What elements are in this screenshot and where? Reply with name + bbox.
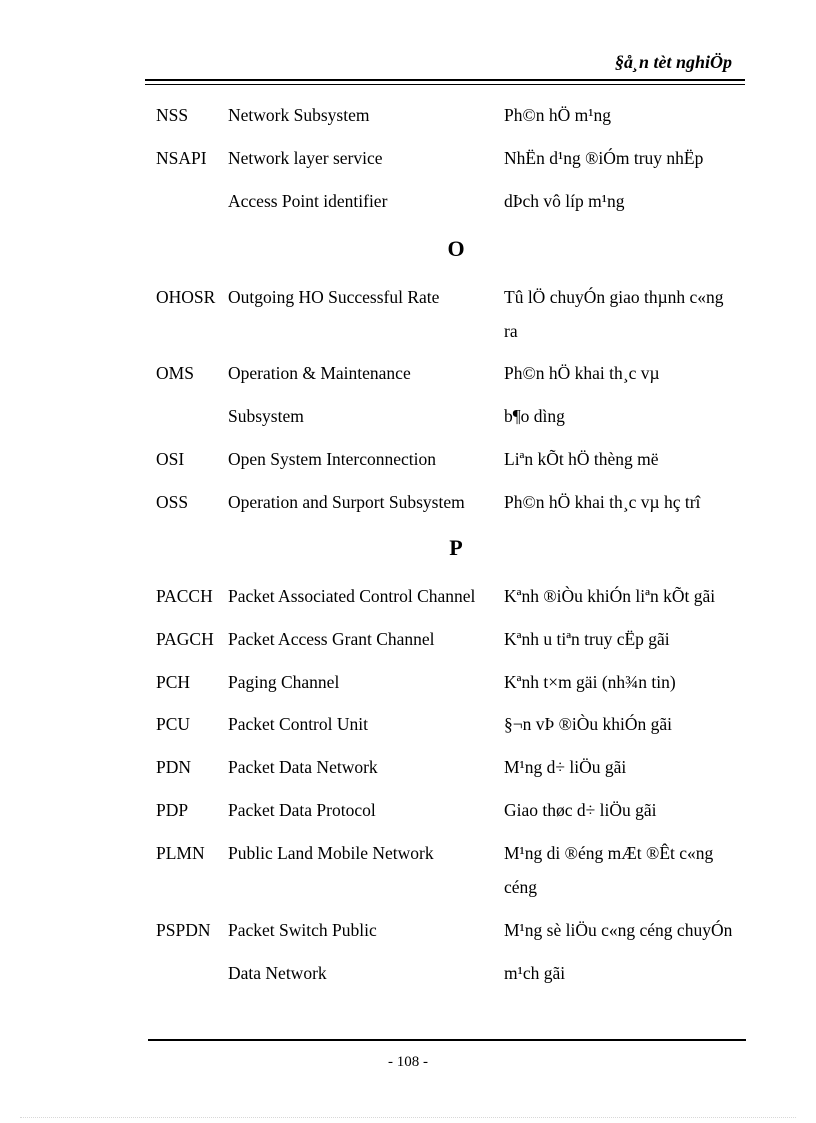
- entry-vietnamese-line2: céng: [504, 877, 538, 897]
- entry-abbreviation: OSI: [156, 449, 185, 469]
- entry-english: Network layer service: [228, 148, 383, 168]
- entry-abbreviation: OHOSR: [156, 287, 216, 307]
- entry-english-line2: Subsystem: [228, 406, 304, 426]
- entry-vietnamese-line2: m¹ch gãi: [504, 963, 566, 983]
- entry-vietnamese: M¹ng d÷ liÖu gãi: [504, 757, 627, 777]
- page-number: - 108 -: [388, 1054, 428, 1070]
- entry-vietnamese: Kªnh ®iÒu khiÓn liªn kÕt gãi: [504, 586, 716, 606]
- entry-vietnamese: Kªnh u tiªn truy cËp gãi: [504, 629, 670, 649]
- entry-english-line2: Data Network: [228, 963, 327, 983]
- entry-abbreviation: PAGCH: [156, 629, 214, 649]
- footer-rule: [148, 1039, 746, 1041]
- entry-english: Packet Control Unit: [228, 714, 368, 734]
- entry-english: Outgoing HO Successful Rate: [228, 287, 440, 307]
- entry-vietnamese: Ph©n hÖ khai th¸c vµ hç trî: [504, 492, 701, 512]
- entry-vietnamese: Giao thøc d÷ liÖu gãi: [504, 800, 657, 820]
- entry-vietnamese: Liªn kÕt hÖ thèng më: [504, 449, 659, 469]
- entry-vietnamese: Ph©n hÖ khai th¸c vµ: [504, 363, 660, 383]
- entry-english: Public Land Mobile Network: [228, 843, 434, 863]
- entry-abbreviation: PSPDN: [156, 920, 211, 940]
- entry-english: Operation & Maintenance: [228, 363, 411, 383]
- entry-vietnamese: M¹ng di ®éng mÆt ®Êt c«ng: [504, 843, 714, 863]
- page-edge-divider: [20, 1117, 796, 1118]
- entry-english: Open System Interconnection: [228, 449, 437, 469]
- entry-abbreviation: OMS: [156, 363, 194, 383]
- entry-english: Network Subsystem: [228, 105, 370, 125]
- entry-abbreviation: PDP: [156, 800, 189, 820]
- entry-english: Packet Associated Control Channel: [228, 586, 476, 606]
- entry-abbreviation: PCH: [156, 672, 191, 692]
- entry-english: Paging Channel: [228, 672, 340, 692]
- entry-abbreviation: PDN: [156, 757, 192, 777]
- entry-vietnamese-line2: ra: [504, 321, 518, 341]
- entry-abbreviation: PACCH: [156, 586, 213, 606]
- section-letter: O: [447, 236, 465, 261]
- entry-english: Operation and Surport Subsystem: [228, 492, 465, 512]
- entry-vietnamese: M¹ng sè liÖu c«ng céng chuyÓn: [504, 920, 733, 940]
- running-header-title: §å¸n tèt nghiÖp: [614, 52, 732, 72]
- entry-vietnamese-line2: b¶o dìng: [504, 406, 565, 426]
- entry-abbreviation: NSAPI: [156, 148, 207, 168]
- entry-english-line2: Access Point identifier: [228, 191, 388, 211]
- entry-vietnamese: Kªnh t×m gäi (nh¾n tin): [504, 672, 676, 692]
- section-letter: P: [449, 535, 463, 560]
- entry-english: Packet Access Grant Channel: [228, 629, 435, 649]
- entry-english: Packet Data Network: [228, 757, 378, 777]
- entry-vietnamese: Tû lÖ chuyÓn giao thµnh c«ng: [504, 287, 724, 307]
- entry-vietnamese: §¬n vÞ ®iÒu khiÓn gãi: [504, 714, 673, 734]
- entry-abbreviation: PCU: [156, 714, 191, 734]
- entry-abbreviation: NSS: [156, 105, 189, 125]
- entry-english: Packet Switch Public: [228, 920, 377, 940]
- entry-vietnamese: NhËn d¹ng ®iÓm truy nhËp: [504, 148, 704, 168]
- entry-vietnamese-line2: dÞch vô líp m¹ng: [504, 191, 625, 211]
- entry-abbreviation: OSS: [156, 492, 189, 512]
- entry-english: Packet Data Protocol: [228, 800, 376, 820]
- entry-vietnamese: Ph©n hÖ m¹ng: [504, 105, 612, 125]
- entry-abbreviation: PLMN: [156, 843, 205, 863]
